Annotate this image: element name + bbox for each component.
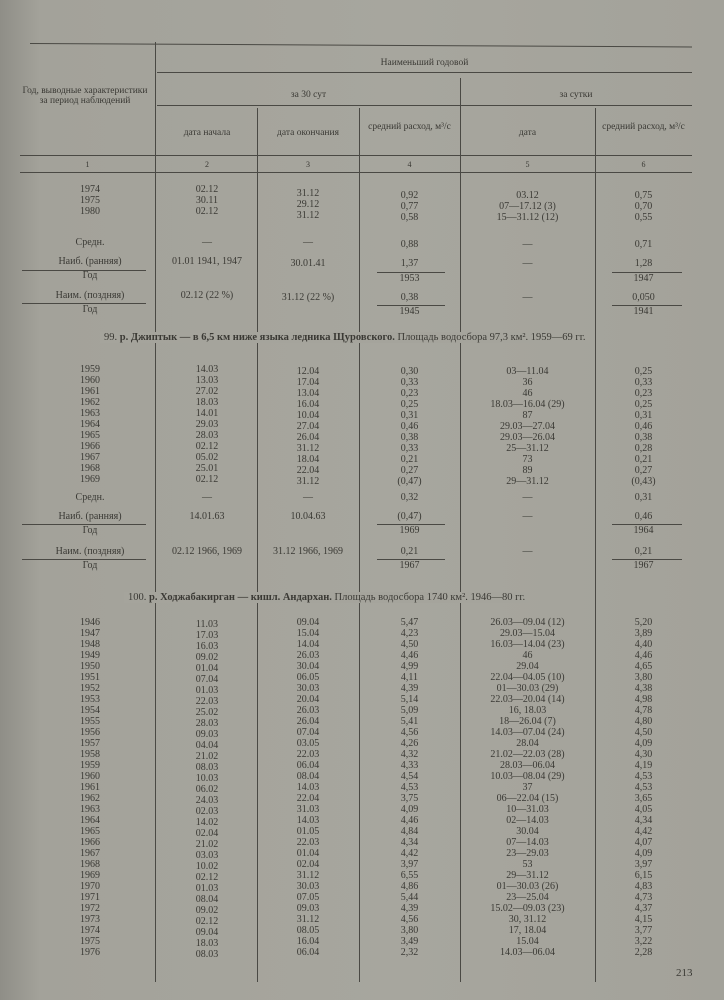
header-num-5: 5 — [525, 160, 530, 169]
s99-c5: 03—11.04 36 46 18.03—16.04 (29) 87 29.03—27.04 29.03—26.04 25—31.12 73 89 29—31.12 — [490, 366, 565, 487]
s99-min-c6-year: 1967 — [633, 560, 654, 571]
s0-max-year-label: Год — [82, 270, 98, 281]
s0-max-c4: 1,37 — [400, 258, 419, 269]
header-rule-sub — [157, 105, 692, 106]
s99-mean-c6: 0,31 — [634, 492, 653, 503]
header-rule-cols — [20, 155, 692, 156]
page-number: 213 — [676, 967, 693, 979]
s100-c5: 26.03—09.04 (12) 29.03—15.04 16.03—14.04 (23) 46 29.04 22.04—04.05 (10) 01—30.03 (29) 22.03—20.04 (14) 16, 18.03 18—26.04 (7) 14.03—07.04 (24) 28.04 21.02—22.03 (28) 28.03—06.04 10.03—08.04 (29) 37 06—22.04 (15) 10—31.03 02—14.03 30.04 07—14.03 23—29.03 53 29—31.12 01—30.03 (26) 23—25.04 15.02—09.03 (23) 30, 31.12 17, 18.04 15.04 14.03—06.04 — [490, 617, 565, 958]
s0-c5: 03.12 07—17.12 (3) 15—31.12 (12) — [496, 190, 559, 223]
header-num-6: 6 — [641, 160, 646, 169]
s0-mean-c6: 0,71 — [634, 239, 653, 250]
s0-mean-c3: — — [303, 237, 313, 248]
s99-max-c6: 0,46 — [634, 511, 653, 522]
s99-max-c5: — — [522, 511, 533, 522]
s100-c3: 09.04 15.04 14.04 26.03 30.04 06.05 30.03 20.04 26.03 26.04 07.04 03.05 22.03 06.04 08.04 14.03 22.04 31.03 14.03 01.05 22.03 01.04 02.04 31.12 30.03 07.05 09.03 31.12 08.05 16.04 06.04 — [296, 617, 320, 958]
s99-min-c4-year: 1967 — [399, 560, 420, 571]
section-100-title: 100. р. Ходжабакирган — кишл. Андархан. Площадь водосбора 1740 км². 1946—80 гг. — [124, 592, 529, 603]
header-c4: средний расход, м³/с — [368, 122, 451, 132]
s99-mean-c2: — — [202, 492, 212, 503]
s99-min-label: Наим. (поздняя) — [55, 546, 125, 557]
s99-mean-label: Средн. — [75, 492, 105, 503]
s0-mean-label: Средн. — [75, 237, 105, 248]
s99-max-label: Наиб. (ранняя) — [58, 511, 122, 522]
header-sub-30days: за 30 сут — [290, 90, 327, 100]
header-num-4: 4 — [407, 160, 412, 169]
s99-mean-c3: — — [303, 492, 313, 503]
s0-min-c5: — — [522, 292, 533, 303]
s99-max-c4-year: 1969 — [399, 525, 420, 536]
s99-c3: 12.04 17.04 13.04 16.04 10.04 27.04 26.04 31.12 18.04 22.04 31.12 — [296, 366, 320, 487]
s0-min-c4: 0,38 — [400, 292, 419, 303]
table-top-rule — [30, 43, 692, 47]
s0-min-c6-year: 1941 — [633, 306, 654, 317]
s0-max-c6-year: 1947 — [633, 273, 654, 284]
s99-min-c4: 0,21 — [400, 546, 419, 557]
s99-years: 1959 1960 1961 1962 1963 1964 1965 1966 1967 1968 1969 — [80, 364, 100, 485]
header-sub-day: за сутки — [559, 90, 593, 100]
s99-min-year-label: Год — [82, 560, 98, 571]
s0-c4: 0,92 0,77 0,58 — [400, 190, 419, 223]
s99-max-year-label: Год — [82, 525, 98, 536]
s99-min-c3: 31.12 1966, 1969 — [273, 546, 343, 557]
s0-max-c5: — — [522, 258, 533, 269]
s0-years: 1974 1975 1980 — [80, 184, 100, 217]
header-num-1: 1 — [85, 160, 90, 169]
header-c3: дата окончания — [277, 128, 339, 138]
header-c5: дата — [518, 128, 537, 138]
s99-max-c2: 14.01.63 — [189, 511, 225, 522]
col-divider-1 — [155, 42, 156, 982]
s0-max-c6: 1,28 — [634, 258, 653, 269]
s99-min-c2: 02.12 1966, 1969 — [172, 546, 242, 557]
section-99-title: 99. р. Джиптык — в 6,5 км ниже языка ледника Щуровского. Площадь водосбора 97,3 км². 1959—69 гг. — [100, 332, 590, 343]
s0-min-c3: 31.12 (22 %) — [281, 292, 335, 303]
s0-mean-c4: 0,88 — [400, 239, 419, 250]
s0-max-c3: 30.01.41 — [290, 258, 326, 269]
header-num-2: 2 — [205, 160, 209, 169]
s100-years: 1946 1947 1948 1949 1950 1951 1952 1953 1954 1955 1956 1957 1958 1959 1960 1961 1962 1963 1964 1965 1966 1967 1968 1969 1970 1971 1972 1973 1974 1975 1976 — [80, 617, 100, 958]
s99-min-c5: — — [522, 546, 533, 557]
header-group: Наименьший годовой — [380, 58, 469, 68]
s99-c6: 0,25 0,33 0,23 0,25 0,31 0,46 0,38 0,28 0,21 0,27 (0,43) — [631, 366, 656, 487]
s0-c2: 02.12 30.11 02.12 — [195, 184, 219, 217]
s99-c2: 14.03 13.03 27.02 18.03 14.01 29.03 28.03 02.12 05.02 25.01 02.12 — [195, 364, 219, 485]
s99-mean-c5: — — [522, 492, 533, 503]
s100-c6: 5,20 3,89 4,40 4,46 4,65 3,80 4,38 4,98 4,78 4,80 4,50 4,09 4,30 4,19 4,53 4,53 3,65 4,05 4,34 4,42 4,07 4,09 3,97 6,15 4,83 4,73 4,37 4,15 3,77 3,22 2,28 — [634, 617, 653, 958]
s0-max-label: Наиб. (ранняя) — [58, 256, 122, 267]
s0-max-c4-year: 1953 — [399, 273, 420, 284]
header-c2: дата начала — [183, 128, 231, 138]
s99-max-c6-year: 1964 — [633, 525, 654, 536]
s99-min-c6: 0,21 — [634, 546, 653, 557]
s0-c3: 31.12 29.12 31.12 — [296, 188, 320, 221]
header-rule-group — [157, 72, 692, 73]
s0-min-c2: 02.12 (22 %) — [180, 290, 234, 301]
s99-mean-c4: 0,32 — [400, 492, 419, 503]
s0-mean-c5: — — [522, 239, 533, 250]
header-c6: средний расход, м³/с — [602, 122, 685, 132]
header-col1: Год, выводные характеристики за период наблюдений — [22, 86, 148, 106]
s0-min-label: Наим. (поздняя) — [55, 290, 125, 301]
s0-mean-c2: — — [202, 237, 212, 248]
s99-c4: 0,30 0,33 0,23 0,25 0,31 0,46 0,38 0,33 0,21 0,27 (0,47) — [397, 366, 422, 487]
s99-max-c4: (0,47) — [397, 511, 422, 522]
s100-c4: 5,47 4,23 4,50 4,46 4,99 4,11 4,39 5,14 5,09 5,41 4,56 4,26 4,32 4,33 4,54 4,53 3,75 4,09 4,46 4,84 4,34 4,42 3,97 6,55 4,86 5,44 4,39 4,56 3,80 3,49 2,32 — [400, 617, 419, 958]
s0-min-c4-year: 1945 — [399, 306, 420, 317]
s100-c2: 11.03 17.03 16.03 09.02 01.04 07.04 01.03 22.03 25.02 28.03 09.03 04.04 21.02 08.03 10.03 06.02 24.03 02.03 14.02 02.04 21.02 03.03 10.02 02.12 01.03 08.04 09.02 02.12 09.04 18.03 08.03 — [195, 619, 219, 960]
s0-max-c2: 01.01 1941, 1947 — [172, 256, 242, 267]
s0-min-year-label: Год — [82, 304, 98, 315]
header-num-3: 3 — [306, 160, 310, 169]
s0-min-c6: 0,050 — [632, 292, 655, 303]
header-rule-nums — [20, 172, 692, 173]
s99-max-c3: 10.04.63 — [290, 511, 326, 522]
s0-c6: 0,75 0,70 0,55 — [634, 190, 653, 223]
